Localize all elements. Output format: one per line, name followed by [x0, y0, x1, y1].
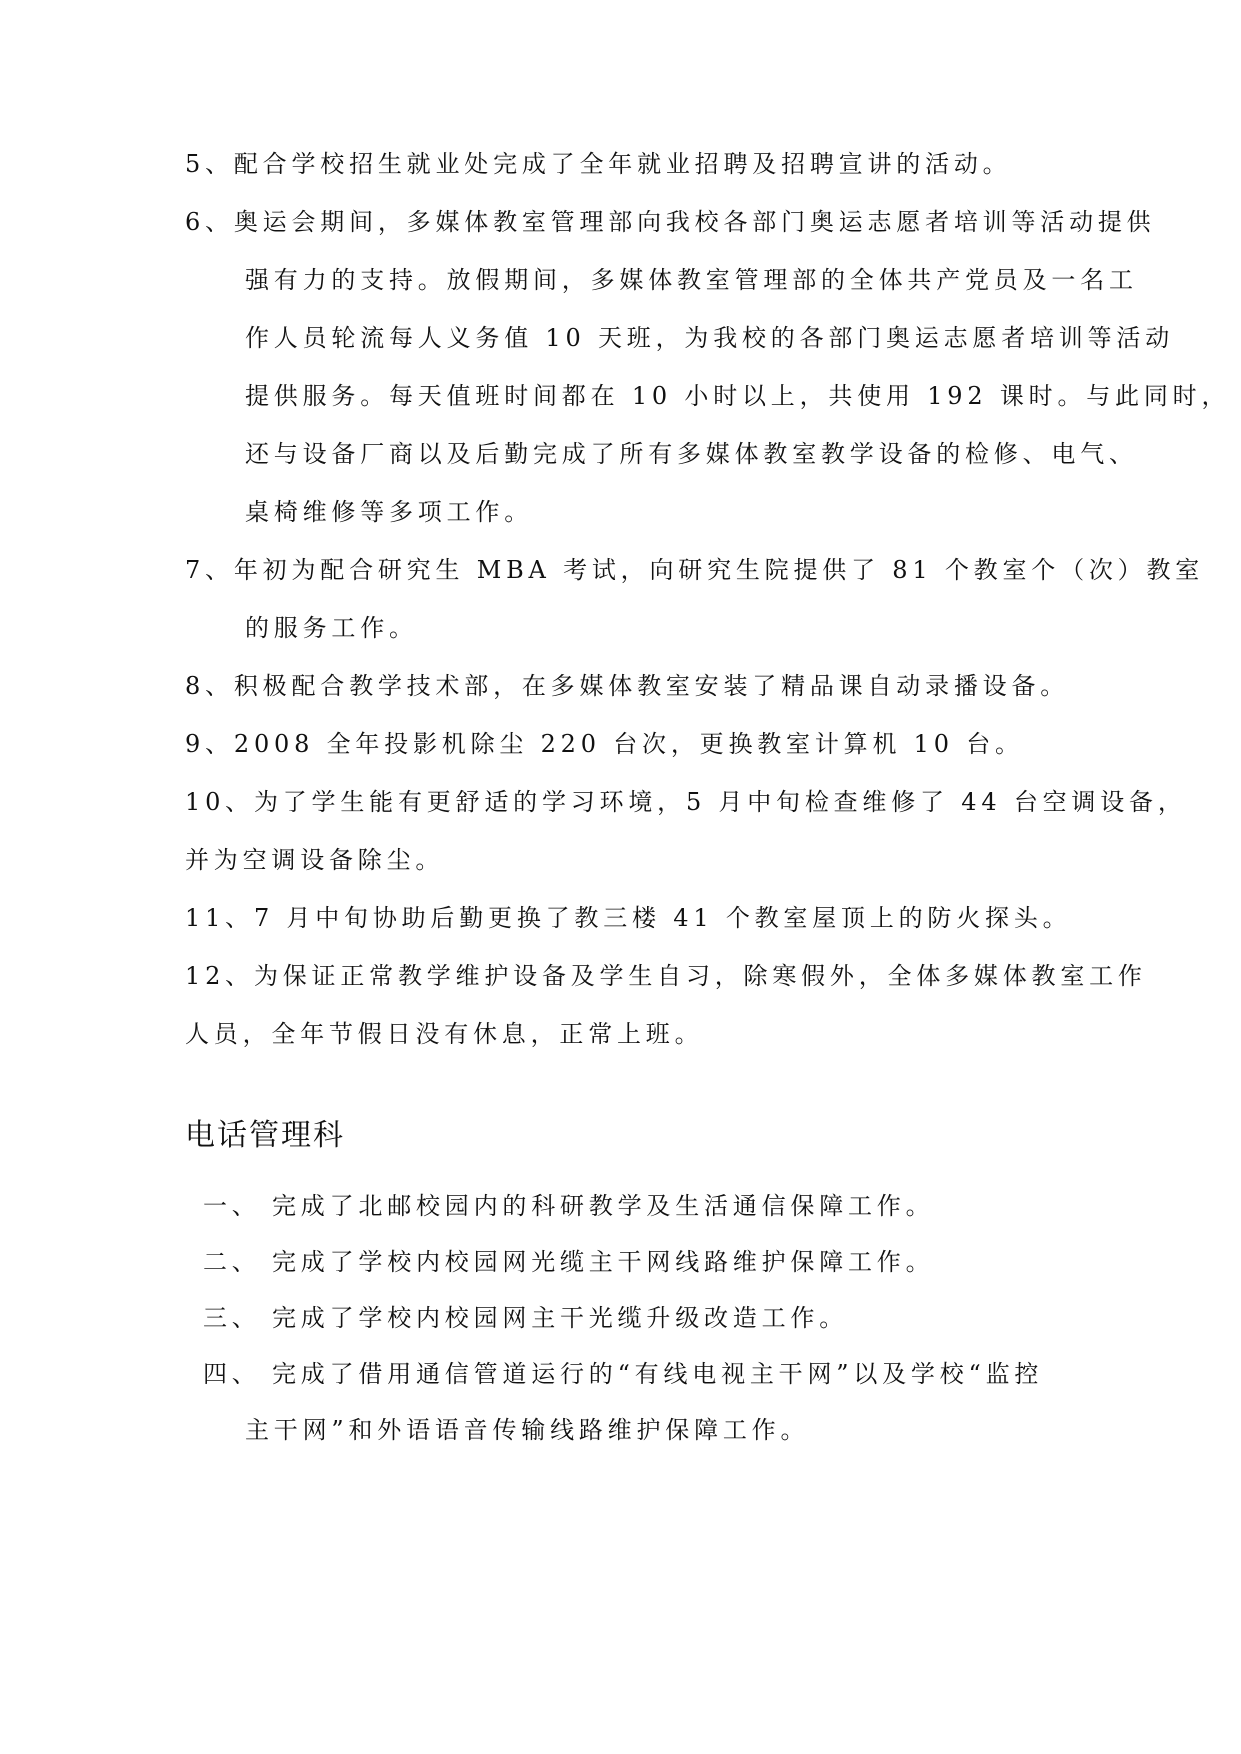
phone-item-4-line-2: 主干网”和外语语音传输线路维护保障工作。: [245, 1416, 810, 1444]
phone-item-1-line-1: 完成了北邮校园内的科研教学及生活通信保障工作。: [272, 1192, 935, 1220]
item-5-line-1: 5、配合学校招生就业处完成了全年就业招聘及招聘宣讲的活动。: [185, 150, 1012, 178]
phone-item-4-num: 四、: [203, 1360, 261, 1388]
phone-item-2-num: 二、: [203, 1248, 261, 1276]
item-12-line-1: 12、为保证正常教学维护设备及学生自习，除寒假外，全体多媒体教室工作: [185, 962, 1147, 990]
item-6-line-4: 提供服务。每天值班时间都在 10 小时以上，共使用 192 课时。与此同时，: [245, 382, 1231, 410]
item-6-line-1: 6、奥运会期间，多媒体教室管理部向我校各部门奥运志愿者培训等活动提供: [185, 208, 1156, 236]
phone-item-3-num: 三、: [203, 1304, 261, 1332]
item-11-line-1: 11、7 月中旬协助后勤更换了教三楼 41 个教室屋顶上的防火探头。: [185, 904, 1072, 932]
item-9-line-1: 9、2008 全年投影机除尘 220 台次，更换教室计算机 10 台。: [185, 730, 1024, 758]
item-6-line-6: 桌椅维修等多项工作。: [245, 498, 533, 526]
item-8-line-1: 8、积极配合教学技术部，在多媒体教室安装了精品课自动录播设备。: [185, 672, 1070, 700]
item-6-line-2: 强有力的支持。放假期间，多媒体教室管理部的全体共产党员及一名工: [245, 266, 1138, 294]
phone-item-4-line-1: 完成了借用通信管道运行的“有线电视主干网”以及学校“监控: [272, 1360, 1044, 1388]
item-6-line-3: 作人员轮流每人义务值 10 天班，为我校的各部门奥运志愿者培训等活动: [245, 324, 1174, 352]
phone-item-3-line-1: 完成了学校内校园网主干光缆升级改造工作。: [272, 1304, 848, 1332]
item-12-line-2: 人员，全年节假日没有休息，正常上班。: [185, 1020, 704, 1048]
phone-item-2-line-1: 完成了学校内校园网光缆主干网线路维护保障工作。: [272, 1248, 935, 1276]
item-7-line-2: 的服务工作。: [245, 614, 418, 642]
item-10-line-2: 并为空调设备除尘。: [185, 846, 445, 874]
section-title-phone: 电话管理科: [185, 1118, 345, 1153]
item-10-line-1: 10、为了学生能有更舒适的学习环境，5 月中旬检查维修了 44 台空调设备，: [185, 788, 1187, 816]
phone-item-1-num: 一、: [203, 1192, 261, 1220]
item-7-line-1: 7、年初为配合研究生 MBA 考试，向研究生院提供了 81 个教室个（次）教室: [185, 556, 1205, 584]
item-6-line-5: 还与设备厂商以及后勤完成了所有多媒体教室教学设备的检修、电气、: [245, 440, 1138, 468]
